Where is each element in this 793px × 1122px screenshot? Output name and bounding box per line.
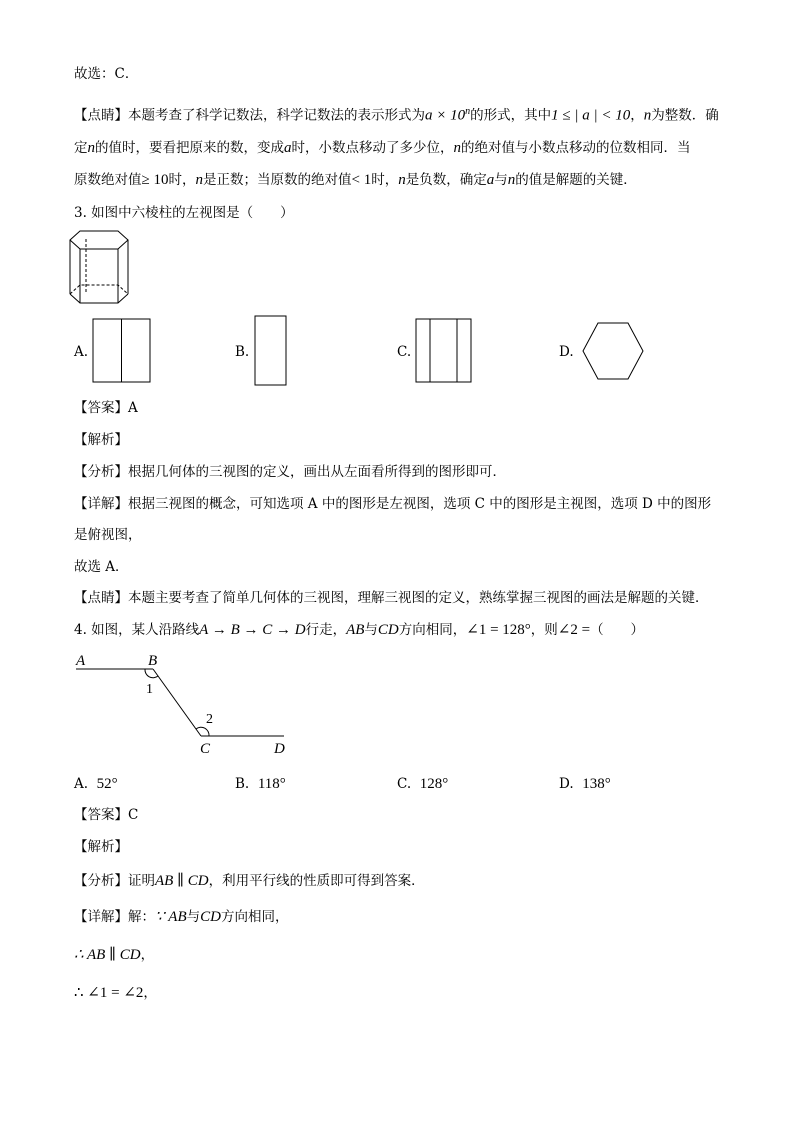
- question-3: 3. 如图中六棱柱的左视图是（ ）: [74, 205, 294, 221]
- answer-4: 【答案】C: [74, 807, 139, 823]
- analysis-heading: 【解析】: [74, 432, 128, 448]
- text-line: 故选：C．: [74, 66, 139, 82]
- label-angle-2: 2: [206, 712, 213, 727]
- option-a-figure: [92, 318, 152, 384]
- option-c: C. 128°: [397, 776, 449, 792]
- text-line: 【点睛】本题主要考查了简单几何体的三视图，理解三视图的定义，熟练掌握三视图的画法是解题的关键．: [74, 590, 709, 606]
- option-d-figure: [580, 320, 646, 382]
- analysis-heading: 【解析】: [74, 839, 128, 855]
- option-a: A. 52°: [74, 776, 118, 792]
- option-b-label: B.: [235, 344, 250, 360]
- text-line: ∴ AB ∥ CD，: [74, 947, 155, 963]
- text-line: 【点睛】本题考查了科学记数法，科学记数法的表示形式为$a \times 10^n$的形式，其中1 ≤ | a | < 10，n为整数．确: [74, 106, 719, 124]
- text-line: ∴ ∠1 = ∠2，: [74, 985, 157, 1001]
- label-d: D: [274, 741, 285, 757]
- text-line: 是俯视图，: [74, 527, 142, 543]
- text-line: 故选 A．: [74, 559, 129, 575]
- question-4: 4. 如图，某人沿路线A → B → C → D行走，AB与CD方向相同，∠1 = 128°，则∠2 =（ ）: [74, 622, 645, 638]
- answer-3: 【答案】A: [74, 400, 138, 416]
- hexagonal-prism-figure: [66, 228, 136, 308]
- label-b: B: [148, 653, 158, 669]
- text-line: 【详解】解：∵ AB与CD方向相同，: [74, 909, 289, 925]
- option-d: D. 138°: [559, 776, 611, 792]
- label-c: C: [200, 741, 211, 757]
- option-b-figure: [254, 315, 288, 387]
- text-line: 定n的值时，要看把原来的数，变成a时，小数点移动了多少位，n的绝对值与小数点移动的位数相同．当: [74, 140, 691, 156]
- option-c-label: C.: [397, 344, 412, 360]
- option-c-figure: [415, 318, 473, 384]
- text-line: 原数绝对值≥ 10时，n是正数；当原数的绝对值< 1时，n是负数，确定a与n的值是解题的关键．: [74, 172, 637, 188]
- label-a: A: [76, 653, 86, 669]
- text-line: 【分析】证明AB ∥ CD，利用平行线的性质即可得到答案．: [74, 873, 425, 889]
- text-line: 【详解】根据三视图的概念，可知选项 A 中的图形是左视图，选项 C 中的图形是主视图，选项 D 中的图形: [74, 496, 712, 512]
- option-b: B. 118°: [235, 776, 286, 792]
- label-angle-1: 1: [146, 682, 153, 697]
- route-figure: [70, 650, 300, 760]
- option-a-label: A.: [74, 344, 89, 360]
- option-d-label: D.: [559, 344, 574, 360]
- text-line: 【分析】根据几何体的三视图的定义，画出从左面看所得到的图形即可．: [74, 464, 506, 480]
